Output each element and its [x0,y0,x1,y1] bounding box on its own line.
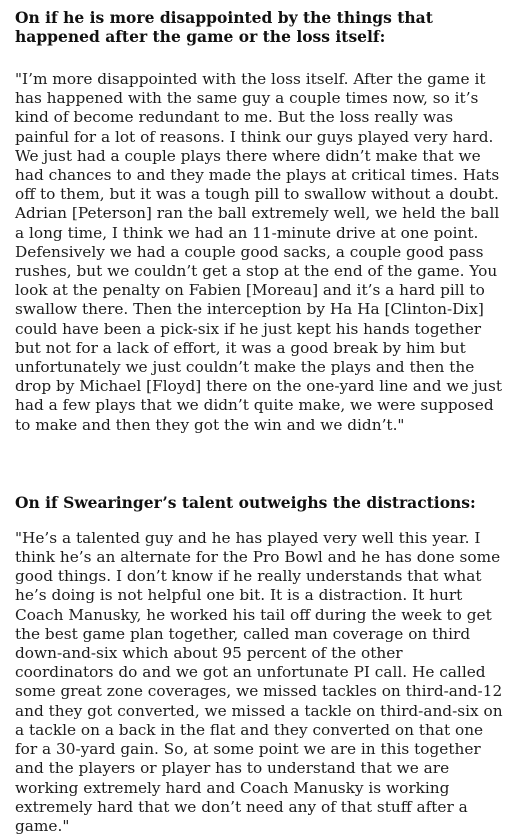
answer-quote: "He’s a talented guy and he has played very well this year. I think he’s an alternate for the Pro Bowl and he has done some good things. I don’t know if he really understands that what he’s doing is not helpful one bit. It is a distraction. It hurt Coach Manusky, he worked his tail off during the week to get the best game plan together, called man coverage on third down-and-six which about 95 percent of the other coordinators do and we got an unfortunate PI call. He called some great zone coverages, we missed tackles on third-and-12 and they got converted, we missed a tackle on third-and-six on a tackle on a back in the flat and they converted on that one for a 30-yard gain. So, at some point we are in this together and the players or player has to understand that we are working extremely hard and Coach Manusky is working extremely hard that we don’t need any of that stuff after a game." [15,528,503,835]
qa-section-loss-disappointment [15,8,505,435]
qa-section-talent-vs-distractions [15,493,505,836]
answer-quote: "I’m more disappointed with the loss itself. After the game it has happened with the same guy a couple times now, so it’s kind of become redundant to me. But the loss really was painful for a lot of reasons. I think our guys played very hard. We just had a couple plays there where didn’t make that we had chances to and they made the plays at critical times. Hats off to them, but it was a tough pill to swallow without a doubt. Adrian [Peterson] ran the ball extremely well, we held the ball a long time, I think we had an 11-minute drive at one point. Defensively we had a couple good sacks, a couple good pass rushes, but we couldn’t get a stop at the end of the game. You look at the penalty on Fabien [Moreau] and it’s a hard pill to swallow there. Then the interception by Ha Ha [Clinton-Dix] could have been a pick-six if he just kept his hands together but not for a lack of effort, it was a good break by him but unfortunately we just couldn’t make the plays and then the drop by Michael [Floyd] there on the one-yard line and we just had a few plays that we didn’t quite make, we were supposed to make and then they got the win and we didn’t." [15,70,503,434]
question-heading: On if he is more disappointed by the things that happened after the game or the loss itself: [15,8,433,46]
article-body [15,0,505,836]
question-heading: On if Swearinger’s talent outweighs the distractions: [15,492,476,512]
